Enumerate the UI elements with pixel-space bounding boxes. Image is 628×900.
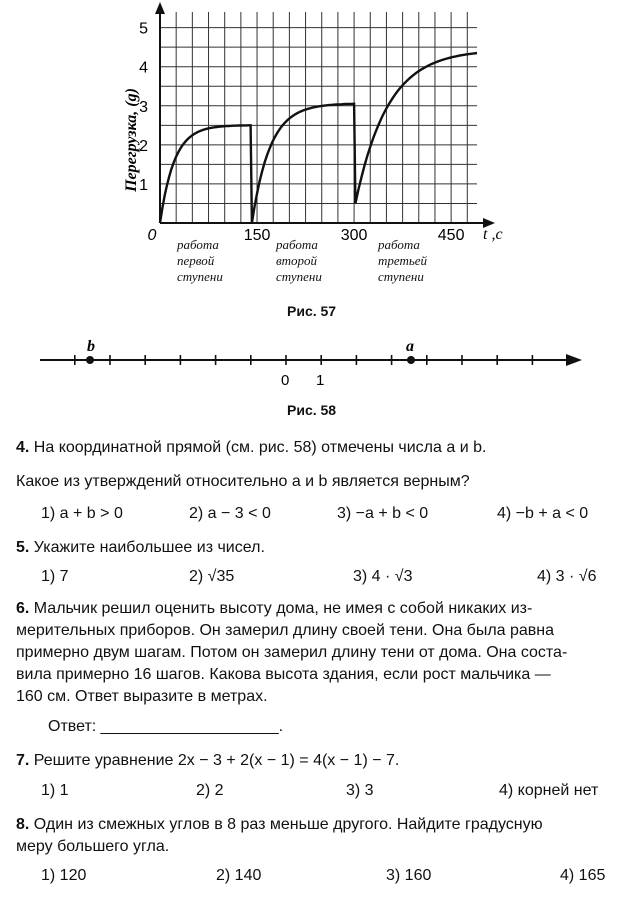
question-text: На координатной прямой (см. рис. 58) отмечены числа a и b.	[29, 439, 487, 456]
label-0: 0	[281, 372, 290, 389]
q8-option-3[interactable]: 3) 160	[386, 867, 432, 884]
q7-option-4[interactable]: 4) корней нет	[499, 782, 599, 799]
question-number: 6.	[16, 600, 30, 617]
x-tick-label: 450	[437, 227, 465, 244]
figure-58-caption: Рис. 58	[287, 402, 337, 418]
question-6-line: 160 см. Ответ выразите в метрах.	[16, 688, 268, 705]
q7-option-2[interactable]: 2) 2	[196, 782, 224, 799]
question-4	[16, 437, 616, 459]
question-4-prompt: Какое из утверждений относительно a и b является верным?	[16, 473, 470, 490]
chart-curves	[160, 53, 477, 223]
question-number: 5.	[16, 539, 30, 556]
answer-field[interactable]: Ответ: ____________________.	[48, 718, 284, 735]
q4-option-2[interactable]: 2) a − 3 < 0	[189, 505, 271, 522]
x-tick-label: 150	[243, 227, 271, 244]
y-tick-label: 5	[139, 20, 148, 38]
label-a: a	[406, 338, 414, 355]
x-axis-label: t ,c	[483, 226, 503, 243]
x-tick-label: 0	[147, 227, 157, 244]
y-axis-label: Перегрузка, (g)	[123, 88, 140, 192]
question-6-line: вила примерно 16 шагов. Какова высота здания, если рост мальчика —	[16, 666, 551, 683]
x-tick-label: 300	[340, 227, 368, 244]
chart-grid	[160, 12, 477, 223]
question-text: Мальчик решил оценить высоту дома, не имея с собой никаких из-	[29, 600, 533, 617]
y-tick-label: 4	[139, 59, 148, 77]
question-text: Один из смежных углов в 8 раз меньше другого. Найдите градусную	[29, 816, 543, 833]
question-6-line: мерительных приборов. Он замерил длину своей тени. Она была равна	[16, 622, 555, 639]
question-number: 4.	[16, 439, 30, 456]
question-8-line: меру большего угла.	[16, 838, 170, 855]
q7-option-3[interactable]: 3) 3	[346, 782, 374, 799]
q8-option-4[interactable]: 4) 165	[560, 867, 606, 884]
question-6-line: примерно двум шагам. Потом он замерил длину тени от дома. Она соста-	[16, 644, 568, 661]
y-tick-label: 3	[139, 98, 148, 116]
question-6	[16, 598, 621, 708]
point-b	[86, 356, 94, 364]
q8-option-1[interactable]: 1) 120	[41, 867, 87, 884]
q5-option-1[interactable]: 1) 7	[41, 568, 69, 585]
y-tick-label: 2	[139, 137, 148, 155]
question-text: Решите уравнение 2x − 3 + 2(x − 1) = 4(x − 1) − 7.	[29, 752, 400, 769]
question-text: Укажите наибольшее из чисел.	[29, 539, 265, 556]
question-8	[16, 814, 621, 858]
q5-option-3[interactable]: 3) 4 · √3	[353, 568, 413, 585]
label-b: b	[87, 338, 95, 355]
figure-57-caption: Рис. 57	[287, 303, 337, 319]
stage-2-label: работа второй ступени	[276, 237, 322, 284]
stage-3-label: работа третьей ступени	[378, 237, 428, 284]
chart-axes	[155, 2, 495, 228]
point-a	[407, 356, 415, 364]
label-1: 1	[316, 372, 325, 389]
question-number: 7.	[16, 752, 30, 769]
y-axis-arrow	[155, 2, 165, 14]
q7-option-1[interactable]: 1) 1	[41, 782, 69, 799]
number-line-arrow	[566, 354, 582, 366]
q5-option-4[interactable]: 4) 3 · √6	[537, 568, 597, 585]
figure-58-number-line	[0, 335, 628, 395]
q5-option-2[interactable]: 2) √35	[189, 568, 235, 585]
question-number: 8.	[16, 816, 30, 833]
y-tick-label: 1	[139, 176, 148, 194]
stage-1-label: работа первой ступени	[177, 237, 223, 284]
q8-option-2[interactable]: 2) 140	[216, 867, 262, 884]
question-7	[16, 750, 616, 772]
q4-option-1[interactable]: 1) a + b > 0	[41, 505, 123, 522]
q4-option-3[interactable]: 3) −a + b < 0	[337, 505, 429, 522]
q4-option-4[interactable]: 4) −b + a < 0	[497, 505, 589, 522]
overload-curve	[160, 53, 477, 223]
question-5	[16, 537, 616, 559]
